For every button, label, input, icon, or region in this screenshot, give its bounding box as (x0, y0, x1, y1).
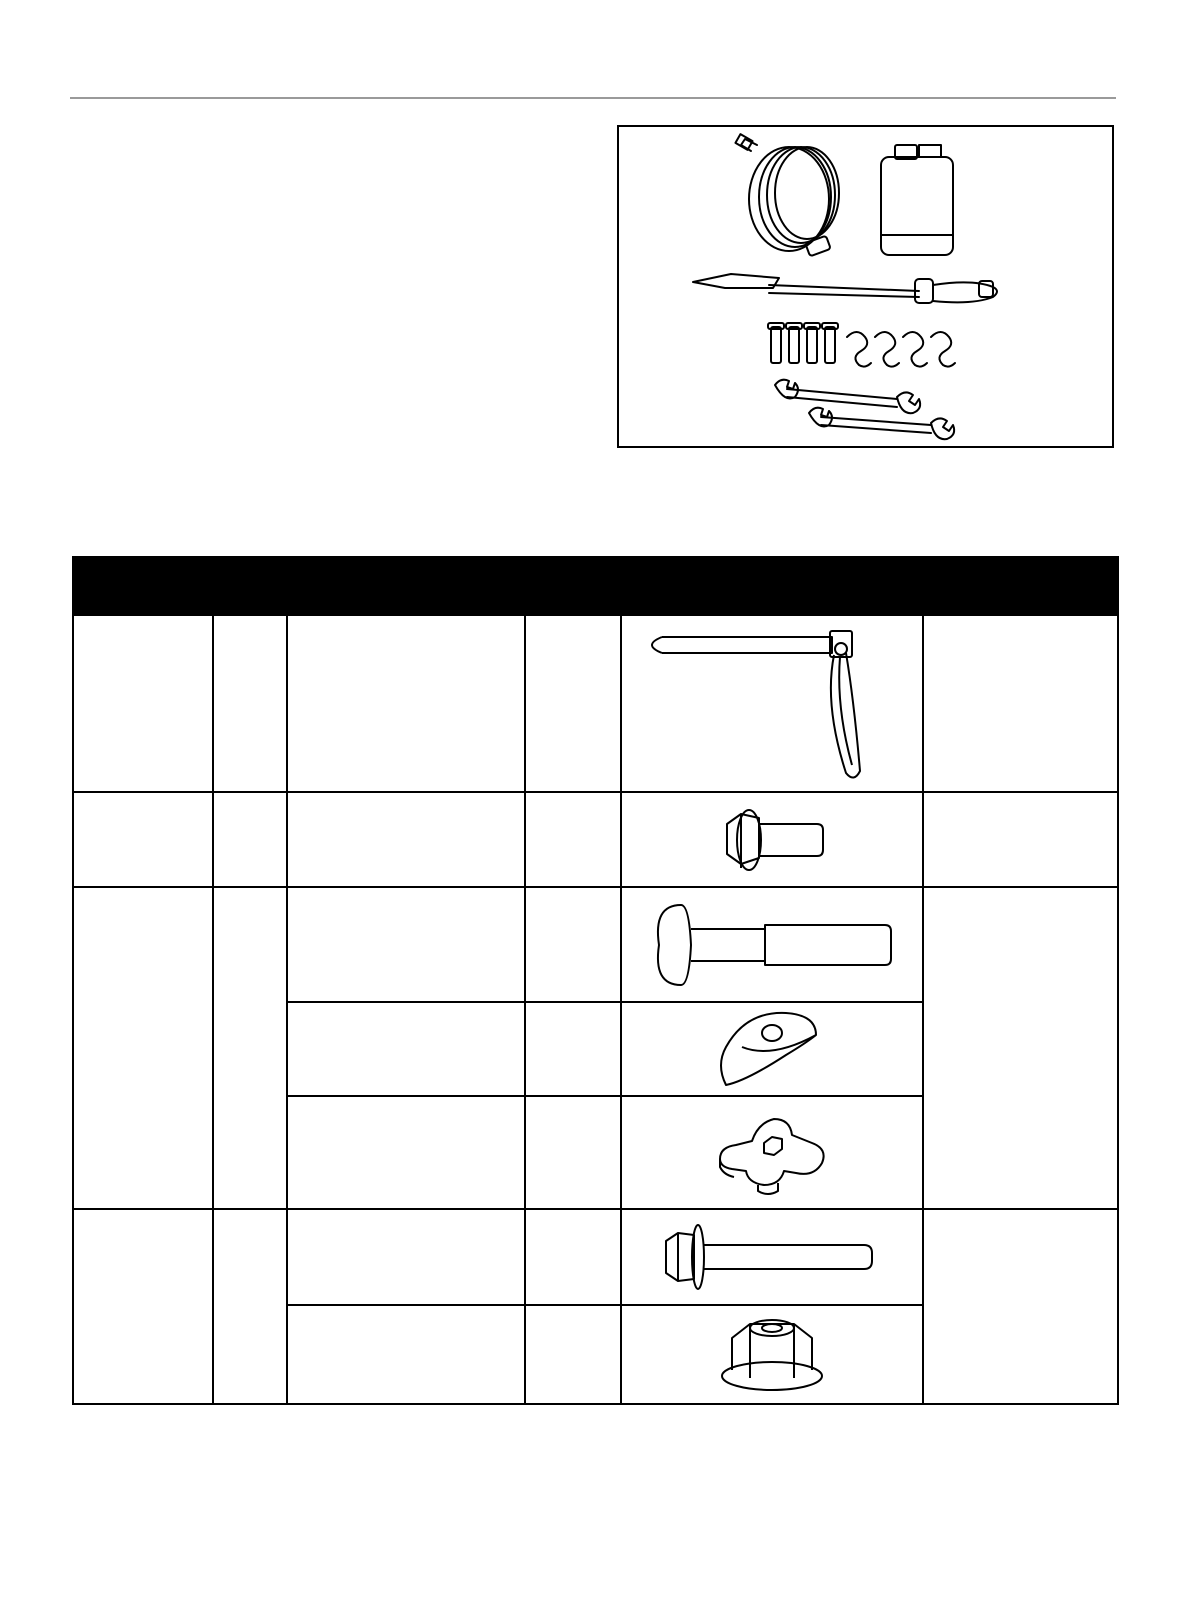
column-header (621, 557, 923, 615)
wrench-icon (775, 380, 920, 414)
table-row (73, 1209, 1118, 1305)
table-cell (213, 792, 287, 887)
table-row (73, 792, 1118, 887)
parts-table (72, 556, 1119, 1405)
hairpin-clips-icon (847, 332, 955, 367)
table-row (73, 887, 1118, 1002)
table-cell (525, 615, 621, 792)
table-cell (287, 1096, 525, 1209)
column-header (287, 557, 525, 615)
oil-bottle-icon (881, 145, 953, 255)
curved-washer-icon (621, 1002, 923, 1096)
accessory-kit-figure (617, 125, 1114, 448)
header-rule (70, 97, 1116, 99)
table-row (73, 615, 1118, 792)
table-cell (923, 792, 1118, 887)
column-header (213, 557, 287, 615)
flanged-bolt-icon (621, 792, 923, 887)
hex-flange-bolt-icon (621, 1209, 923, 1305)
table-cell (287, 1305, 525, 1404)
clevis-pins-icon (768, 323, 838, 363)
column-header (525, 557, 621, 615)
table-cell (525, 1305, 621, 1404)
table-cell (213, 615, 287, 792)
table-cell (73, 1209, 213, 1404)
column-header (923, 557, 1118, 615)
table-cell (213, 1209, 287, 1404)
oil-extraction-tool-icon (693, 274, 997, 303)
table-cell (525, 887, 621, 1002)
table-cell (73, 887, 213, 1209)
table-cell (287, 615, 525, 792)
column-header (73, 557, 213, 615)
table-header-row (73, 557, 1118, 615)
table-cell (287, 1209, 525, 1305)
table-cell (287, 1002, 525, 1096)
table-cell (287, 792, 525, 887)
table-cell (525, 792, 621, 887)
table-cell (73, 615, 213, 792)
table-cell (73, 792, 213, 887)
carriage-bolt-icon (621, 887, 923, 1002)
lock-pin-icon (621, 615, 923, 792)
flange-lock-nut-icon (621, 1305, 923, 1404)
power-cord-icon (735, 134, 839, 256)
table-cell (923, 615, 1118, 792)
table-cell (525, 1002, 621, 1096)
table-cell (525, 1096, 621, 1209)
table-cell (525, 1209, 621, 1305)
table-cell (287, 887, 525, 1002)
knob-nut-icon (621, 1096, 923, 1209)
table-cell (923, 1209, 1118, 1404)
table-cell (923, 887, 1118, 1209)
wrench-icon (809, 408, 954, 440)
table-cell (213, 887, 287, 1209)
